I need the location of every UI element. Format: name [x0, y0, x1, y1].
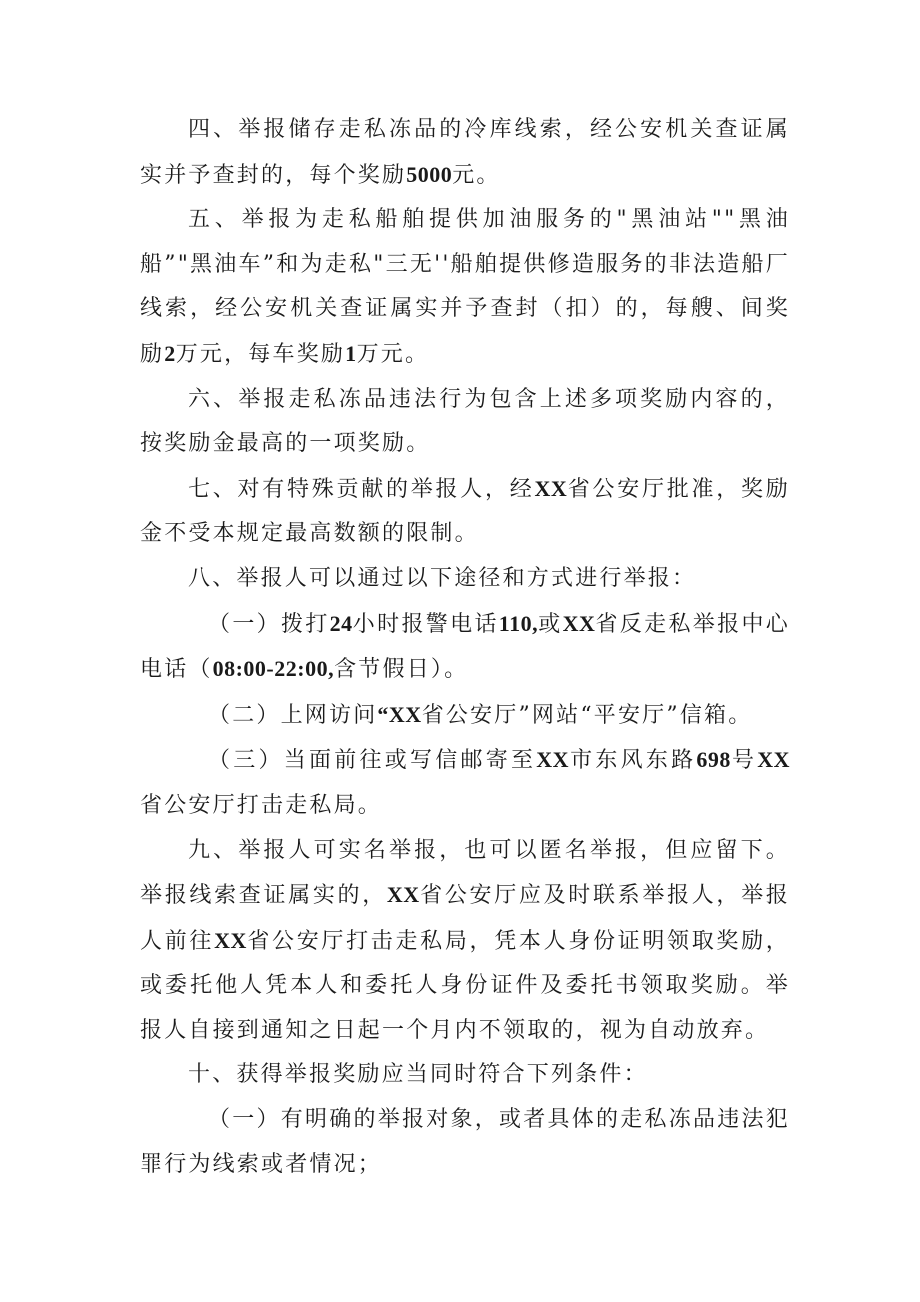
paragraph-text: 或 — [538, 611, 563, 637]
paragraph-text: 六、举报走私冻品违法行为包含上述多项奖励内容的，按奖励金最高的一项奖励。 — [140, 386, 790, 457]
paragraph-text: 四、举报储存走私冻品的冷库线索，经公安机关查证属实并予查封的，每个奖励 — [140, 117, 790, 188]
bold-number-text: XX — [757, 747, 790, 773]
paragraph-p7 — [140, 467, 790, 557]
bold-number-text: 5000 — [406, 161, 453, 187]
bold-number-text: XX — [562, 610, 596, 636]
paragraph-p4 — [140, 108, 790, 198]
bold-number-text: 1 — [345, 340, 357, 366]
paragraph-p10-1 — [140, 1098, 790, 1187]
paragraph-text: 十、获得举报奖励应当同时符合下列条件： — [188, 1062, 648, 1088]
paragraph-text: 省公安厅打击走私局。 — [140, 792, 383, 818]
paragraph-p9 — [140, 829, 790, 1054]
paragraph-text: 号 — [730, 748, 758, 774]
paragraph-text: 省公安厅批准，奖励金不受本规定最高数额的限制。 — [140, 476, 790, 547]
bold-number-text: 08:00-22:00, — [212, 656, 335, 682]
paragraph-text: 省反走私举报中心电话（ — [140, 611, 790, 683]
paragraph-text: （一）有明确的举报对象，或者具体的走私冻品违法犯罪行为线索或者情况； — [140, 1107, 790, 1177]
paragraph-text: 九、举报人可实名举报，也可以匿名举报，但应留下。举报线索查证属实的， — [140, 837, 790, 909]
paragraph-text: 省公安厅应及时联系举报人，举报人前往 — [140, 883, 790, 954]
bold-number-text: XX — [386, 882, 420, 908]
paragraph-text: 五、举报为走私船舶提供加油服务的"黑油站""黑油船”"黑油车”和为走私"三无''船舶提供修造服务的非法造船厂线索，经公安机关查证属实并予查封（扣）的，每艘、间奖励 — [140, 207, 790, 367]
paragraph-text: 省公安厅打击走私局，凭本人身份证明领取奖励，或委托他人凭本人和委托人身份证件及委托书领取奖励。举报人自接到通知之日起一个月内不领取的，视为自动放弃。 — [140, 928, 790, 1043]
paragraph-text: 元。 — [452, 162, 501, 188]
document-body — [140, 108, 790, 1187]
paragraph-p8-3 — [140, 738, 790, 828]
paragraph-text: 含节假日）。 — [334, 657, 469, 683]
paragraph-p6 — [140, 378, 790, 467]
bold-number-text: XX — [536, 747, 570, 773]
bold-number-text: 24 — [329, 610, 353, 636]
paragraph-p8-1 — [140, 602, 790, 693]
paragraph-p8 — [140, 557, 790, 602]
paragraph-text: （一）拨打 — [208, 611, 330, 637]
bold-number-text: 2 — [164, 340, 176, 366]
paragraph-text: 省公安厅”网站“平安厅”信箱。 — [421, 702, 753, 728]
paragraph-text: （三）当面前往或写信邮寄至 — [208, 748, 537, 774]
bold-number-text: XX — [534, 475, 568, 501]
paragraph-text: 八、举报人可以通过以下途径和方式进行举报： — [188, 565, 697, 591]
bold-number-text: 110, — [498, 610, 539, 636]
paragraph-p8-2 — [140, 693, 790, 739]
bold-number-text: 698 — [696, 747, 731, 773]
paragraph-text: 市东风东路 — [569, 748, 697, 774]
paragraph-text: （二）上网访问 — [208, 702, 378, 728]
paragraph-text: 万元。 — [356, 341, 430, 367]
paragraph-p5 — [140, 198, 790, 377]
bold-number-text: XX — [214, 927, 247, 953]
bold-number-text: “XX — [377, 701, 422, 727]
paragraph-text: 万元，每车奖励 — [175, 341, 346, 367]
paragraph-text: 小时报警电话 — [352, 611, 499, 637]
paragraph-p10 — [140, 1053, 790, 1098]
paragraph-text: 七、对有特殊贡献的举报人，经 — [188, 476, 535, 502]
